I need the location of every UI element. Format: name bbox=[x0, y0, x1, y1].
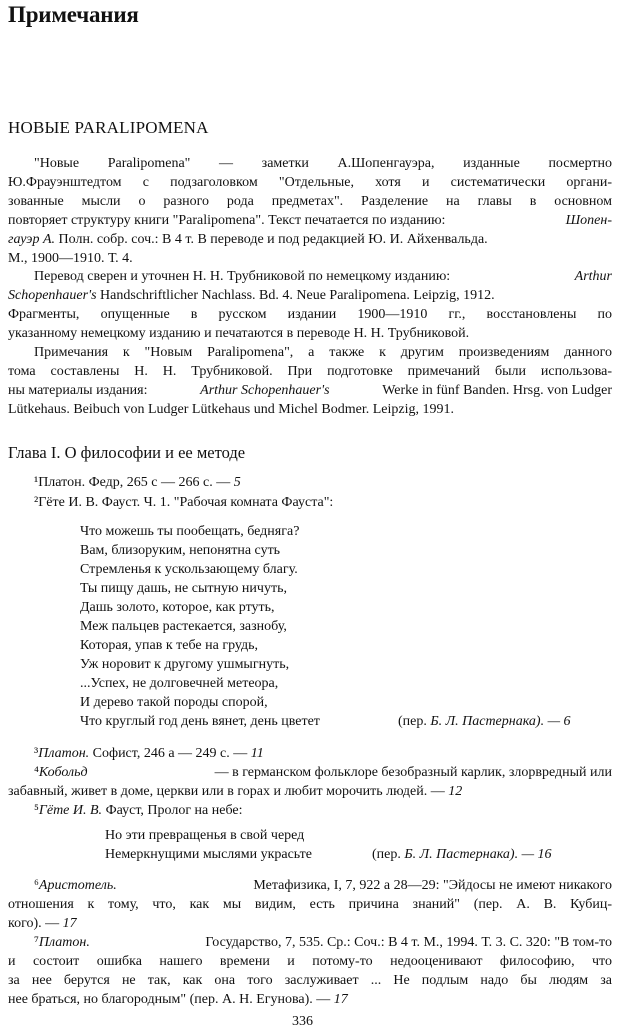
note-6-num: ⁶ bbox=[34, 878, 39, 893]
note-7-author: Платон. bbox=[38, 935, 90, 950]
note-3-num: ³ bbox=[34, 746, 39, 761]
intro-line-3: зованные мысли о разного рода предметах". Разделение на главы в основном bbox=[8, 194, 612, 209]
poem-1-credit-pre: (пер. bbox=[398, 714, 431, 729]
note-7-line-1 bbox=[34, 934, 612, 952]
poem-2-line-2: Немеркнущими мыслями украсьте bbox=[105, 847, 312, 862]
note-2: ²Гёте И. В. Фауст. Ч. 1. "Рабочая комната Фауста": bbox=[34, 495, 334, 510]
note-7-line-4 bbox=[8, 991, 348, 1009]
note-7-num: ⁷ bbox=[34, 935, 39, 950]
intro-line-5-author: гауэр А. bbox=[8, 232, 56, 247]
note-5-num: ⁵ bbox=[34, 803, 39, 818]
note-7-line-2: и состоит ошибка нашего времени и потому-то недооценивают философию, что bbox=[8, 954, 612, 969]
poem-1-line-6: Меж пальцев растекается, зазнобу, bbox=[80, 619, 287, 634]
intro-line-4 bbox=[8, 212, 612, 230]
note-5 bbox=[34, 802, 243, 820]
poem-1-credit bbox=[398, 713, 571, 731]
note-3-author: Платон. bbox=[38, 746, 90, 761]
intro-line-7-text: Перевод сверен и уточнен Н. Н. Трубниковой по немецкому изданию: bbox=[34, 269, 451, 284]
note-6-text-3: кого). — bbox=[8, 916, 63, 931]
note-1-text: ¹Платон. Федр, 265 с — 266 с. — bbox=[34, 475, 234, 490]
intro-line-4-text: повторяет структуру книги "Paralipomena". Текст печатается по изданию: bbox=[8, 213, 446, 228]
intro-line-2: Ю.Фрауэнштедтом с подзаголовком "Отдельные, хотя и систематически органи- bbox=[8, 175, 612, 190]
section-title: НОВЫЕ PARALIPOMENA bbox=[8, 118, 209, 137]
note-4-head bbox=[34, 764, 88, 782]
intro-line-13 bbox=[8, 382, 612, 400]
poem-1-line-11: Что круглый год день вянет, день цветет bbox=[80, 714, 320, 729]
note-4-line-1 bbox=[34, 764, 612, 782]
note-7-text-4: нее браться, но благородным" (пер. А. Н. Егунова). — bbox=[8, 992, 334, 1007]
note-4-text-1: — в германском фольклоре безобразный карлик, злорвредный или bbox=[214, 765, 612, 780]
note-6-line-3 bbox=[8, 915, 77, 933]
note-6-line-2: отношения к тому, что, как мы видим, есть причина знаний" (пер. А. В. Кубиц- bbox=[8, 897, 612, 912]
note-7-line-3: за нее берутся не так, как она того заслуживает ... Не подлым надо бы людям за bbox=[8, 973, 612, 988]
note-4-ref: 12 bbox=[448, 784, 463, 799]
intro-line-8-author: Schopenhauer's bbox=[8, 288, 97, 303]
poem-2-credit-name: Б. Л. Пастернака bbox=[404, 847, 510, 862]
note-7-ref: 17 bbox=[333, 992, 348, 1007]
note-4-num: ⁴ bbox=[34, 765, 39, 780]
note-6-text-1: Метафизика, I, 7, 922 а 28—29: "Эйдосы не имеют никакого bbox=[253, 878, 612, 893]
chapter-title: Глава I. О философии и ее методе bbox=[8, 443, 246, 462]
intro-line-10: указанному немецкому изданию и печатаются в переводе Н. Н. Трубниковой. bbox=[8, 326, 470, 341]
intro-line-13-pre: ны материалы издания: bbox=[8, 383, 148, 398]
poem-1-credit-name: Б. Л. Пастернака bbox=[430, 714, 536, 729]
poem-1-line-1: Что можешь ты пообещать, бедняга? bbox=[80, 524, 300, 539]
poem-1-line-4: Ты пищу дашь, не сытную ничуть, bbox=[80, 581, 287, 596]
intro-line-9: Фрагменты, опущенные в русском издании 1900—1910 гг., восстановлены по bbox=[8, 307, 612, 322]
intro-line-7 bbox=[34, 268, 612, 286]
intro-line-13-post: Werke in fünf Banden. Hrsg. von Ludger bbox=[382, 383, 612, 398]
note-1 bbox=[34, 474, 241, 492]
intro-line-14: Lütkehaus. Beibuch von Ludger Lütkehaus und Michel Bodmer. Leipzig, 1991. bbox=[8, 402, 454, 417]
poem-1-line-10: И дерево такой породы спорой, bbox=[80, 695, 268, 710]
poem-1-line-7: Которая, упав к тебе на грудь, bbox=[80, 638, 259, 653]
intro-line-4-author: Шопен- bbox=[565, 213, 612, 228]
poem-2-credit bbox=[372, 846, 552, 864]
poem-2-line-1: Но эти превращенья в свой черед bbox=[105, 828, 305, 843]
poem-1-line-8: Уж норовит к другому ушмыгнуть, bbox=[80, 657, 290, 672]
note-3-ref: 11 bbox=[250, 746, 264, 761]
poem-1-credit-post: ). — 6 bbox=[535, 714, 571, 729]
note-6-ref: 17 bbox=[62, 916, 77, 931]
note-4-line-2 bbox=[8, 783, 462, 801]
note-5-author: Гёте И. В. bbox=[38, 803, 103, 818]
note-1-ref: 5 bbox=[233, 475, 241, 490]
intro-line-7-author: Arthur bbox=[574, 269, 612, 284]
note-4-term: Кобольд bbox=[38, 765, 88, 780]
intro-line-11: Примечания к "Новым Paralipomena", а также к другим произведениям данного bbox=[34, 345, 612, 360]
page-number: 336 bbox=[292, 1014, 313, 1029]
intro-line-6: М., 1900—1910. Т. 4. bbox=[8, 251, 133, 266]
note-3 bbox=[34, 745, 264, 763]
intro-line-5-text: Полн. собр. соч.: В 4 т. В переводе и под редакцией Ю. И. Айхенвальда. bbox=[55, 232, 488, 247]
note-7-head bbox=[34, 934, 90, 952]
note-6-author: Аристотель. bbox=[38, 878, 117, 893]
poem-1-line-3: Стремленья к ускользающему благу. bbox=[80, 562, 298, 577]
note-6-head bbox=[34, 877, 117, 895]
note-3-text: Софист, 246 а — 249 с. — bbox=[89, 746, 251, 761]
intro-line-8 bbox=[8, 287, 495, 305]
note-7-text-1: Государство, 7, 535. Ср.: Соч.: В 4 т. М., 1994. Т. 3. С. 320: "В том-то bbox=[205, 935, 612, 950]
note-6-line-1 bbox=[34, 877, 612, 895]
poem-1-line-5: Дашь золото, которое, как ртуть, bbox=[80, 600, 275, 615]
intro-line-13-author: Arthur Schopenhauer's bbox=[200, 383, 330, 398]
poem-2-credit-pre: (пер. bbox=[372, 847, 405, 862]
poem-2-credit-post: ). — 16 bbox=[509, 847, 552, 862]
poem-1-line-2: Вам, близоруким, непонятна суть bbox=[80, 543, 281, 558]
intro-line-12: тома составлены Н. Н. Трубниковой. При подготовке примечаний были использова- bbox=[8, 364, 612, 379]
intro-line-5 bbox=[8, 231, 488, 249]
intro-line-1: "Новые Paralipomena" — заметки А.Шопенгауэра, изданные посмертно bbox=[34, 156, 612, 171]
intro-line-8-text: Handschriftlicher Nachlass. Bd. 4. Neue Paralipomena. Leipzig, 1912. bbox=[96, 288, 495, 303]
page-title: Примечания bbox=[8, 2, 139, 27]
note-5-text: Фауст, Пролог на небе: bbox=[102, 803, 243, 818]
poem-1-line-9: ...Успех, не долговечней метеора, bbox=[80, 676, 279, 691]
note-4-text-2: забавный, живет в доме, церкви или в горах и любит морочить людей. — bbox=[8, 784, 449, 799]
